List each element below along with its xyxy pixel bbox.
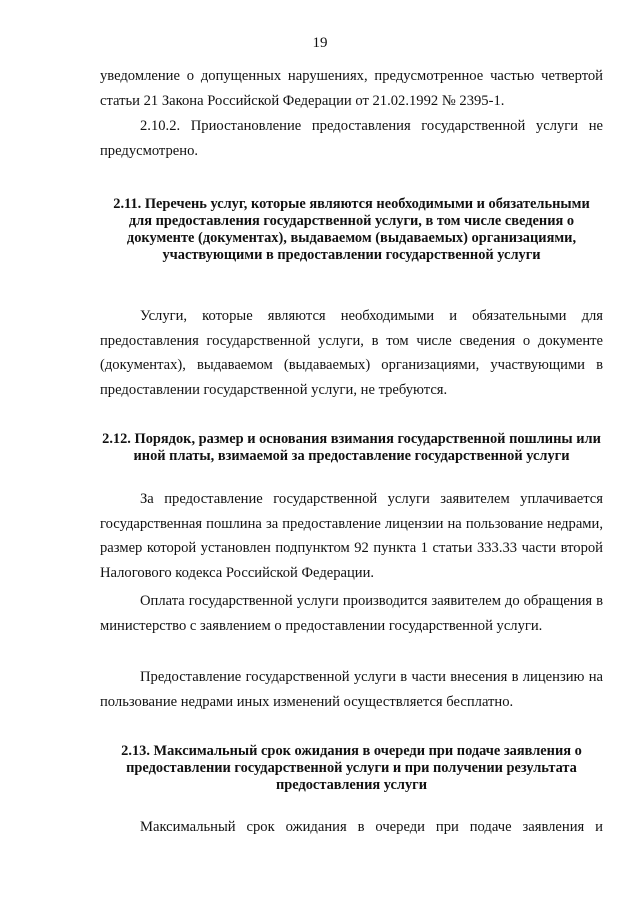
heading-2-13: 2.13. Максимальный срок ожидания в очереди при подаче заявления о предоставлении государственной услуги и при получении результата предоставления услуги [121, 743, 582, 793]
heading-2-11: 2.11. Перечень услуг, которые являются необходимыми и обязательными для предоставления государственной услуги, в том числе сведения о документе (документах), выдаваемом (выдаваемых) организациями, участвующими в предоставлении государственной услуги [113, 196, 590, 263]
paragraph-2-13-body: Максимальный срок ожидания в очереди при подаче заявления и [140, 819, 603, 835]
paragraph-2-12-fee: За предоставление государственной услуги заявителем уплачивается государственная пошлина за предоставление лицензии на пользование недрами, размер которой установлен подпунктом 92 пункта 1 статьи 333.33 части второй Налогового кодекса Российской Федерации. [100, 491, 603, 581]
page-number: 19 [312, 35, 328, 51]
paragraph-2-12-free: Предоставление государственной услуги в части внесения в лицензию на пользование недрами иных изменений осуществляется бесплатно. [100, 669, 603, 710]
paragraph-notification: уведомление о допущенных нарушениях, предусмотренное частью четвертой статьи 21 Закона Российской Федерации от 21.02.1992 № 2395-1. [100, 68, 603, 109]
paragraph-2-11-body: Услуги, которые являются необходимыми и обязательными для предоставления государственной услуги, в том числе сведения о документе (документах), выдаваемом (выдаваемых) организациями, участвующими в предоставлении государственной услуги, не требуются. [100, 308, 603, 398]
paragraph-2-12-payment: Оплата государственной услуги производится заявителем до обращения в министерство с заявлением о предоставлении государственной услуги. [100, 593, 603, 634]
heading-2-12: 2.12. Порядок, размер и основания взимания государственной пошлины или иной платы, взимаемой за предоставление государственной услуги [102, 431, 601, 464]
paragraph-2-10-2: 2.10.2. Приостановление предоставления государственной услуги не предусмотрено. [100, 118, 603, 159]
